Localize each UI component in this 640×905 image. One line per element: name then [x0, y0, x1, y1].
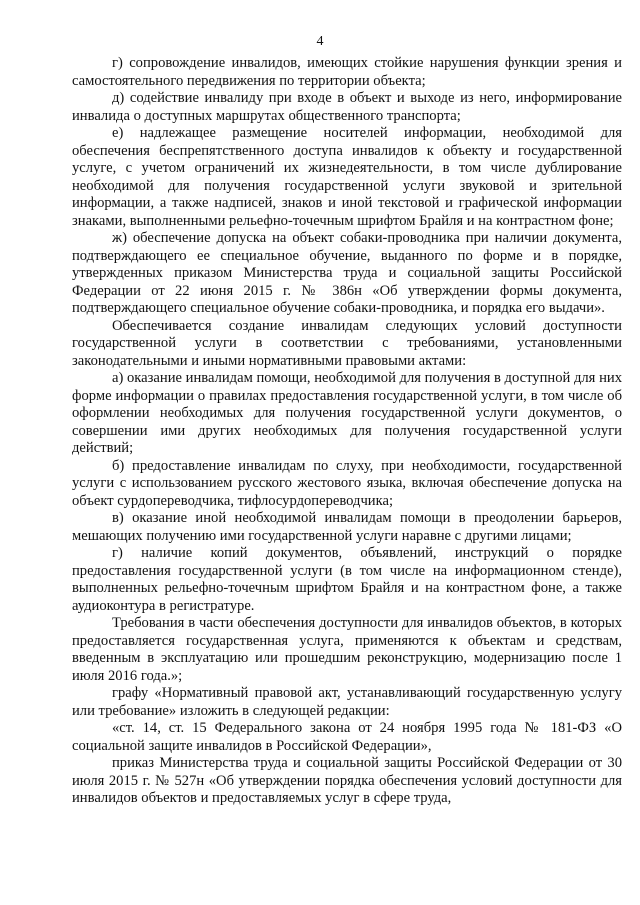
paragraph-e-information: е) надлежащее размещение носителей информации, необходимой для обеспечения беспрепятственного доступа инвалидов к объекту и государственной услуге, с учетом ограничений их жизнедеятельности, в том числе дублирование необходимой для получения государственной услуги звуковой и зрительной информации, а также надписей, знаков и иной текстовой и графической информации знаками, выполненными рельефно-точечным шрифтом Брайля и на контрастном фоне;	[72, 125, 622, 229]
paragraph-b-sign-language: б) предоставление инвалидам по слуху, при необходимости, государственной услуги с использованием русского жестового языка, включая обеспечение допуска на объект сурдопереводчика, тифлосурдопереводчика;	[72, 457, 622, 509]
paragraph-ministry-order: приказ Министерства труда и социальной защиты Российской Федерации от 30 июля 2015 г. № 527н «Об утверждении порядка обеспечения условий доступности для инвалидов объектов и предоставляемых услуг в сфере труда,	[72, 755, 622, 806]
paragraph-d-assistance: д) содействие инвалиду при входе в объект и выходе из него, информирование инвалида о доступных маршрутах общественного транспорта;	[72, 90, 622, 124]
document-body	[72, 55, 622, 808]
paragraph-g-copies: г) наличие копий документов, объявлений, инструкций о порядке предоставления государственной услуги (в том числе на информационном стенде), выполненных рельефно-точечным шрифтом Брайля и на контрастном фоне, а также аудиоконтура в регистратуре.	[72, 545, 622, 614]
paragraph-column-edit: графу «Нормативный правовой акт, устанавливающий государственную услугу или требование» изложить в следующей редакции:	[72, 685, 622, 719]
paragraph-a-help: а) оказание инвалидам помощи, необходимой для получения в доступной для них форме информации о правилах предоставления государственной услуги, в том числе об оформлении необходимых для получения государственной услуги документов, о совершении ими других необходимых для получения государственной услуги действий;	[72, 370, 622, 456]
paragraph-v-other-help: в) оказание иной необходимой инвалидам помощи в преодолении барьеров, мешающих получению ими государственной услуги наравне с другими лицами;	[72, 510, 622, 544]
paragraph-conditions-intro: Обеспечивается создание инвалидам следующих условий доступности государственной услуги в соответствии с требованиями, установленными законодательными и иными нормативными правовыми актами:	[72, 317, 622, 369]
paragraph-g-escort: г) сопровождение инвалидов, имеющих стойкие нарушения функции зрения и самостоятельного передвижения по территории объекта;	[72, 55, 622, 89]
page-number: 4	[316, 34, 324, 49]
paragraph-federal-law: «ст. 14, ст. 15 Федерального закона от 24 ноября 1995 года № 181-ФЗ «О социальной защите инвалидов в Российской Федерации»,	[72, 720, 622, 754]
paragraph-requirements: Требования в части обеспечения доступности для инвалидов объектов, в которых предоставляется государственная услуга, применяются к объектам и средствам, введенным в эксплуатацию или прошедшим реконструкцию, модернизацию после 1 июля 2016 года.»;	[72, 615, 622, 684]
paragraph-zh-guide-dog: ж) обеспечение допуска на объект собаки-проводника при наличии документа, подтверждающего ее специальное обучение, выданного по форме и в порядке, утвержденных приказом Министерства труда и социальной защиты Российской Федерации от 22 июня 2015 г. № 386н «Об утверждении формы документа, подтверждающего специальное обучение собаки-проводника, и порядка его выдачи».	[72, 230, 622, 316]
